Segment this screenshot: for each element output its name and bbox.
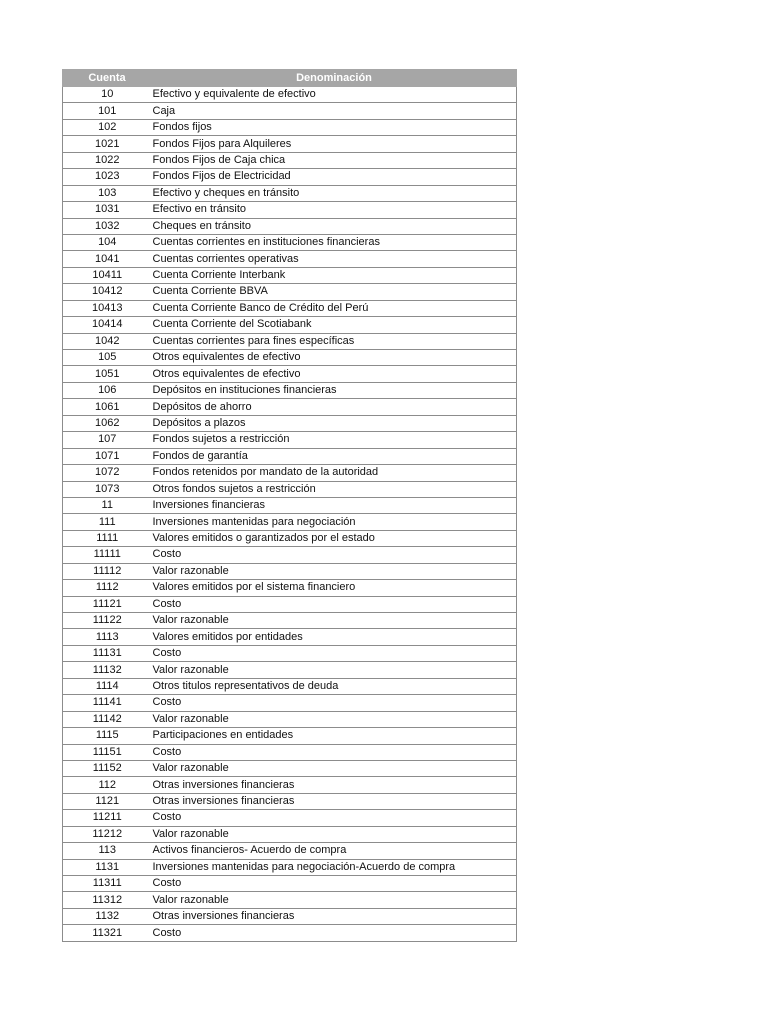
account-name-cell: Costo (152, 596, 517, 612)
account-name-cell: Costo (152, 547, 517, 563)
account-name-cell: Valor razonable (152, 613, 517, 629)
account-name-cell: Cuenta Corriente BBVA (152, 284, 517, 300)
account-name-cell: Cuenta Corriente Banco de Crédito del Perú (152, 300, 517, 316)
table-row (63, 711, 517, 727)
account-name-cell: Valor razonable (152, 760, 517, 776)
table-row (63, 234, 517, 250)
table-row (63, 876, 517, 892)
table-row (63, 399, 517, 415)
account-name-cell: Depósitos en instituciones financieras (152, 382, 517, 398)
account-code-cell: 113 (63, 843, 152, 859)
account-code-cell: 112 (63, 777, 152, 793)
table-row (63, 202, 517, 218)
table-row (63, 777, 517, 793)
table-row (63, 432, 517, 448)
account-code-cell: 105 (63, 350, 152, 366)
table-row (63, 103, 517, 119)
account-name-cell: Otras inversiones financieras (152, 908, 517, 924)
account-name-cell: Valor razonable (152, 662, 517, 678)
account-name-cell: Fondos de garantía (152, 448, 517, 464)
account-code-cell: 1031 (63, 202, 152, 218)
account-code-cell: 11131 (63, 645, 152, 661)
account-code-cell: 1042 (63, 333, 152, 349)
account-name-cell: Fondos Fijos de Caja chica (152, 152, 517, 168)
table-row (63, 366, 517, 382)
account-name-cell: Valor razonable (152, 826, 517, 842)
table-row (63, 843, 517, 859)
account-code-cell: 11321 (63, 925, 152, 941)
account-code-cell: 10412 (63, 284, 152, 300)
account-name-cell: Fondos Fijos de Electricidad (152, 169, 517, 185)
account-name-cell: Costo (152, 645, 517, 661)
account-code-cell: 11132 (63, 662, 152, 678)
account-name-cell: Inversiones financieras (152, 497, 517, 513)
account-code-cell: 11121 (63, 596, 152, 612)
account-code-cell: 107 (63, 432, 152, 448)
table-row (63, 596, 517, 612)
account-name-cell: Otras inversiones financieras (152, 793, 517, 809)
table-row (63, 744, 517, 760)
account-name-cell: Depósitos de ahorro (152, 399, 517, 415)
account-name-cell: Fondos fijos (152, 119, 517, 135)
account-code-cell: 1062 (63, 415, 152, 431)
account-code-cell: 1115 (63, 728, 152, 744)
account-name-cell: Efectivo y cheques en tránsito (152, 185, 517, 201)
account-name-cell: Valores emitidos por el sistema financiero (152, 580, 517, 596)
account-name-cell: Valores emitidos por entidades (152, 629, 517, 645)
table-row (63, 284, 517, 300)
table-row (63, 678, 517, 694)
account-code-cell: 1113 (63, 629, 152, 645)
table-row (63, 530, 517, 546)
account-name-cell: Cuentas corrientes en instituciones financieras (152, 234, 517, 250)
table-row (63, 892, 517, 908)
account-name-cell: Efectivo y equivalente de efectivo (152, 87, 517, 103)
account-name-cell: Valor razonable (152, 711, 517, 727)
header-row (63, 70, 517, 87)
account-name-cell: Costo (152, 695, 517, 711)
account-code-cell: 11152 (63, 760, 152, 776)
account-code-cell: 11212 (63, 826, 152, 842)
account-code-cell: 10414 (63, 317, 152, 333)
table-row (63, 136, 517, 152)
table-row (63, 580, 517, 596)
account-code-cell: 1032 (63, 218, 152, 234)
table-row (63, 760, 517, 776)
account-code-cell: 11312 (63, 892, 152, 908)
table-row (63, 152, 517, 168)
table-row (63, 662, 517, 678)
table-row (63, 728, 517, 744)
table-row (63, 448, 517, 464)
table-row (63, 267, 517, 283)
account-name-cell: Efectivo en tránsito (152, 202, 517, 218)
account-code-cell: 11111 (63, 547, 152, 563)
account-code-cell: 1021 (63, 136, 152, 152)
account-code-cell: 1121 (63, 793, 152, 809)
account-name-cell: Depósitos a plazos (152, 415, 517, 431)
account-code-cell: 11211 (63, 810, 152, 826)
accounts-table (62, 69, 517, 942)
account-name-cell: Otras inversiones financieras (152, 777, 517, 793)
table-row (63, 908, 517, 924)
account-code-cell: 1023 (63, 169, 152, 185)
account-code-cell: 1131 (63, 859, 152, 875)
account-code-cell: 1022 (63, 152, 152, 168)
table-row (63, 645, 517, 661)
account-name-cell: Cuentas corrientes operativas (152, 251, 517, 267)
account-name-cell: Valores emitidos o garantizados por el estado (152, 530, 517, 546)
table-row (63, 350, 517, 366)
account-code-cell: 11 (63, 497, 152, 513)
table-row (63, 382, 517, 398)
account-name-cell: Cheques en tránsito (152, 218, 517, 234)
table-row (63, 185, 517, 201)
account-code-cell: 1041 (63, 251, 152, 267)
account-name-cell: Otros equivalentes de efectivo (152, 366, 517, 382)
table-row (63, 859, 517, 875)
table-row (63, 169, 517, 185)
account-code-cell: 101 (63, 103, 152, 119)
account-code-cell: 104 (63, 234, 152, 250)
account-name-cell: Valor razonable (152, 892, 517, 908)
table-row (63, 251, 517, 267)
table-row (63, 119, 517, 135)
account-name-cell: Activos financieros- Acuerdo de compra (152, 843, 517, 859)
account-code-cell: 106 (63, 382, 152, 398)
table-row (63, 547, 517, 563)
account-name-cell: Cuentas corrientes para fines específicas (152, 333, 517, 349)
account-name-cell: Fondos retenidos por mandato de la autoridad (152, 465, 517, 481)
account-name-cell: Inversiones mantenidas para negociación (152, 514, 517, 530)
table-row (63, 317, 517, 333)
account-code-cell: 11122 (63, 613, 152, 629)
account-code-cell: 102 (63, 119, 152, 135)
account-name-cell: Caja (152, 103, 517, 119)
account-name-cell: Otros fondos sujetos a restricción (152, 481, 517, 497)
account-name-cell: Costo (152, 810, 517, 826)
table-header (63, 70, 517, 87)
account-code-cell: 1071 (63, 448, 152, 464)
table-row (63, 613, 517, 629)
account-code-cell: 11112 (63, 563, 152, 579)
table-body (63, 87, 517, 942)
table-row (63, 87, 517, 103)
table-row (63, 333, 517, 349)
table-row (63, 497, 517, 513)
account-code-cell: 1111 (63, 530, 152, 546)
table-row (63, 218, 517, 234)
table-row (63, 793, 517, 809)
account-code-cell: 10413 (63, 300, 152, 316)
account-name-cell: Fondos Fijos para Alquileres (152, 136, 517, 152)
table-row (63, 465, 517, 481)
table-row (63, 629, 517, 645)
header-denominacion: Denominación (152, 70, 517, 87)
account-code-cell: 11311 (63, 876, 152, 892)
table-row (63, 300, 517, 316)
table-row (63, 810, 517, 826)
account-code-cell: 10 (63, 87, 152, 103)
account-code-cell: 10411 (63, 267, 152, 283)
account-code-cell: 1132 (63, 908, 152, 924)
account-name-cell: Costo (152, 744, 517, 760)
account-name-cell: Cuenta Corriente del Scotiabank (152, 317, 517, 333)
table-row (63, 514, 517, 530)
table-row (63, 481, 517, 497)
account-code-cell: 11151 (63, 744, 152, 760)
account-name-cell: Fondos sujetos a restricción (152, 432, 517, 448)
table-row (63, 695, 517, 711)
account-code-cell: 11141 (63, 695, 152, 711)
table-row (63, 826, 517, 842)
account-name-cell: Costo (152, 925, 517, 941)
account-code-cell: 103 (63, 185, 152, 201)
account-name-cell: Costo (152, 876, 517, 892)
header-cuenta: Cuenta (63, 70, 152, 87)
table-row (63, 415, 517, 431)
account-code-cell: 1072 (63, 465, 152, 481)
account-name-cell: Inversiones mantenidas para negociación-Acuerdo de compra (152, 859, 517, 875)
account-code-cell: 11142 (63, 711, 152, 727)
account-code-cell: 1114 (63, 678, 152, 694)
account-name-cell: Cuenta Corriente Interbank (152, 267, 517, 283)
account-code-cell: 1061 (63, 399, 152, 415)
account-name-cell: Otros titulos representativos de deuda (152, 678, 517, 694)
account-name-cell: Valor razonable (152, 563, 517, 579)
account-code-cell: 111 (63, 514, 152, 530)
account-code-cell: 1051 (63, 366, 152, 382)
account-name-cell: Otros equivalentes de efectivo (152, 350, 517, 366)
account-code-cell: 1112 (63, 580, 152, 596)
account-code-cell: 1073 (63, 481, 152, 497)
account-name-cell: Participaciones en entidades (152, 728, 517, 744)
table-row (63, 925, 517, 941)
table-row (63, 563, 517, 579)
